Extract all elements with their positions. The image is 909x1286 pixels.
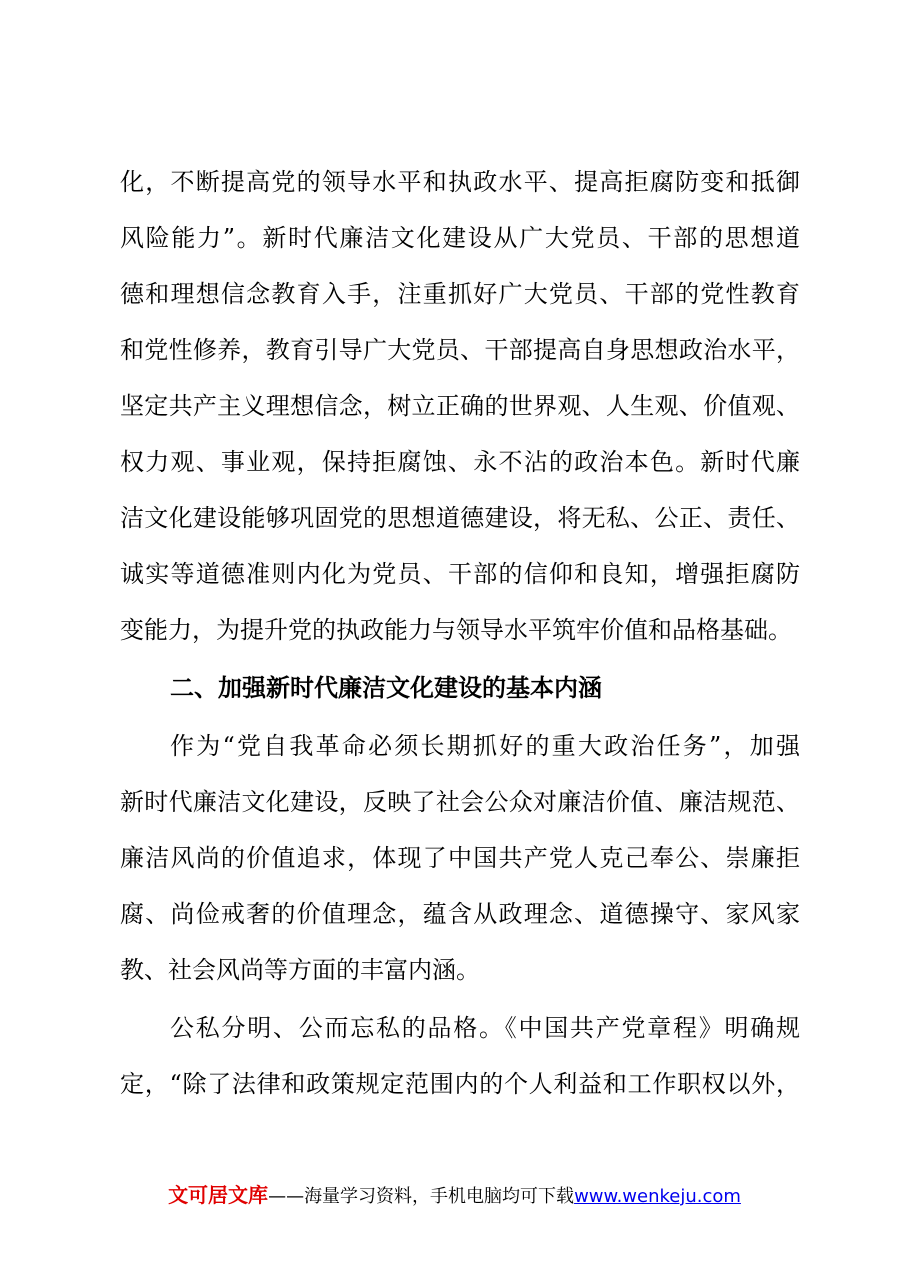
body-line: 权力观、事业观，保持拒腐蚀、永不沾的政治本色。新时代廉 (120, 448, 800, 476)
body-line: 坚定共产主义理想信念，树立正确的世界观、人生观、价值观、 (120, 392, 800, 420)
body-line: 德和理想信念教育入手，注重抓好广大党员、干部的党性教育 (120, 280, 800, 308)
body-line: 廉洁风尚的价值追求，体现了中国共产党人克己奉公、崇廉拒 (120, 844, 800, 872)
body-line: 公私分明、公而忘私的品格。《中国共产党章程》明确规 (170, 1014, 800, 1042)
body-line: 腐、尚俭戒奢的价值理念，蕴含从政理念、道德操守、家风家 (120, 900, 800, 928)
body-line: 风险能力”。新时代廉洁文化建设从广大党员、干部的思想道 (120, 224, 800, 252)
footer-url-link[interactable]: www.wenkeju.com (574, 1186, 741, 1207)
body-line: 教、社会风尚等方面的丰富内涵。 (120, 956, 480, 984)
body-line: 新时代廉洁文化建设，反映了社会公众对廉洁价值、廉洁规范、 (120, 788, 800, 816)
footer-tagline: ——海量学习资料，手机电脑均可下载 (268, 1186, 575, 1207)
body-line: 化，不断提高党的领导水平和执政水平、提高拒腐防变和抵御 (120, 168, 800, 196)
body-line: 洁文化建设能够巩固党的思想道德建设，将无私、公正、责任、 (120, 504, 800, 532)
footer (0, 1180, 909, 1212)
body-line: 定，“除了法律和政策规定范围内的个人利益和工作职权以外， (120, 1070, 800, 1098)
body-line: 变能力，为提升党的执政能力与领导水平筑牢价值和品格基础。 (120, 616, 792, 644)
body-line: 诚实等道德准则内化为党员、干部的信仰和良知，增强拒腐防 (120, 560, 800, 588)
footer-brand: 文可居文库 (168, 1183, 269, 1207)
section-heading: 二、加强新时代廉洁文化建设的基本内涵 (170, 674, 602, 702)
body-line: 作为“党自我革命必须长期抓好的重大政治任务”，加强 (170, 732, 800, 760)
body-line: 和党性修养，教育引导广大党员、干部提高自身思想政治水平， (120, 336, 800, 364)
